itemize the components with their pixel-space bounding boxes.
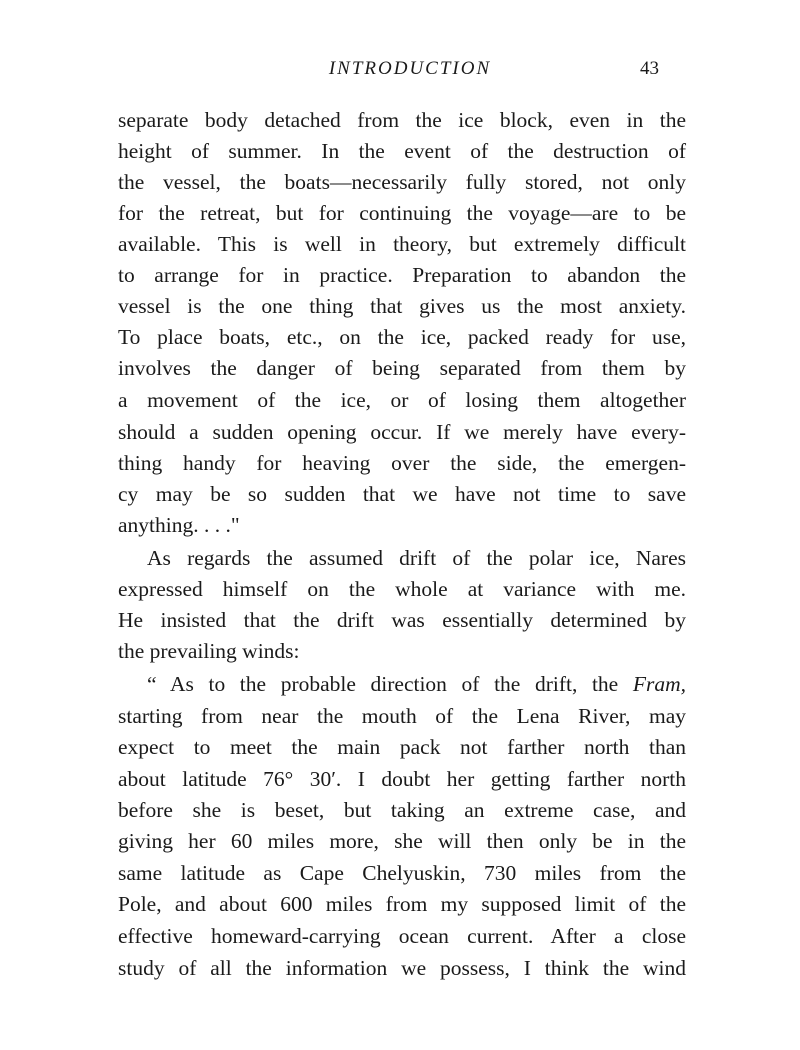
text-line: height of summer. In the event of the destruction of [118,139,686,163]
text-line-start: “ As to the probable direction of the drift, the [147,672,619,696]
ship-name: Fram, [632,672,686,696]
text-line: study of all the information we possess, I think the wind [118,956,686,980]
running-title: INTRODUCTION [328,58,492,79]
text-line: effective homeward-carrying ocean current. After a close [118,924,686,948]
text-line: the vessel, the boats—necessarily fully stored, not only [118,170,686,194]
text-line: a movement of the ice, or of losing them altogether [118,388,686,412]
text-line: separate body detached from the ice block, even in the [118,108,686,132]
text-line: vessel is the one thing that gives us the most anxiety. [118,294,686,318]
text-line: expect to meet the main pack not farther north than [118,735,686,759]
text-line: To place boats, etc., on the ice, packed ready for use, [118,325,686,349]
text-line: about latitude 76° 30′. I doubt her getting farther north [118,767,686,791]
text-line: should a sudden opening occur. If we merely have every- [118,420,686,444]
running-head [0,58,800,86]
text-line: expressed himself on the whole at variance with me. [118,577,686,601]
text-line: As regards the assumed drift of the polar ice, Nares [147,546,686,570]
text-line: for the retreat, but for continuing the voyage—are to be [118,201,686,225]
text-line: cy may be so sudden that we have not time to save [118,482,686,506]
text-line: the prevailing winds: [118,639,300,663]
text-line: starting from near the mouth of the Lena River, may [118,704,686,728]
text-line: Pole, and about 600 miles from my supposed limit of the [118,892,686,916]
text-line: available. This is well in theory, but extremely difficult [118,232,686,256]
text-line [147,670,686,698]
text-line: He insisted that the drift was essentially determined by [118,608,686,632]
text-line: thing handy for heaving over the side, the emergen- [118,451,686,475]
text-line: before she is beset, but taking an extreme case, and [118,798,686,822]
text-line: same latitude as Cape Chelyuskin, 730 miles from the [118,861,686,885]
text-line: to arrange for in practice. Preparation to abandon the [118,263,686,287]
text-line: giving her 60 miles more, she will then only be in the [118,829,686,853]
text-line: anything. . . ." [118,513,240,537]
page-number: 43 [640,58,659,79]
text-line: involves the danger of being separated from them by [118,356,686,380]
